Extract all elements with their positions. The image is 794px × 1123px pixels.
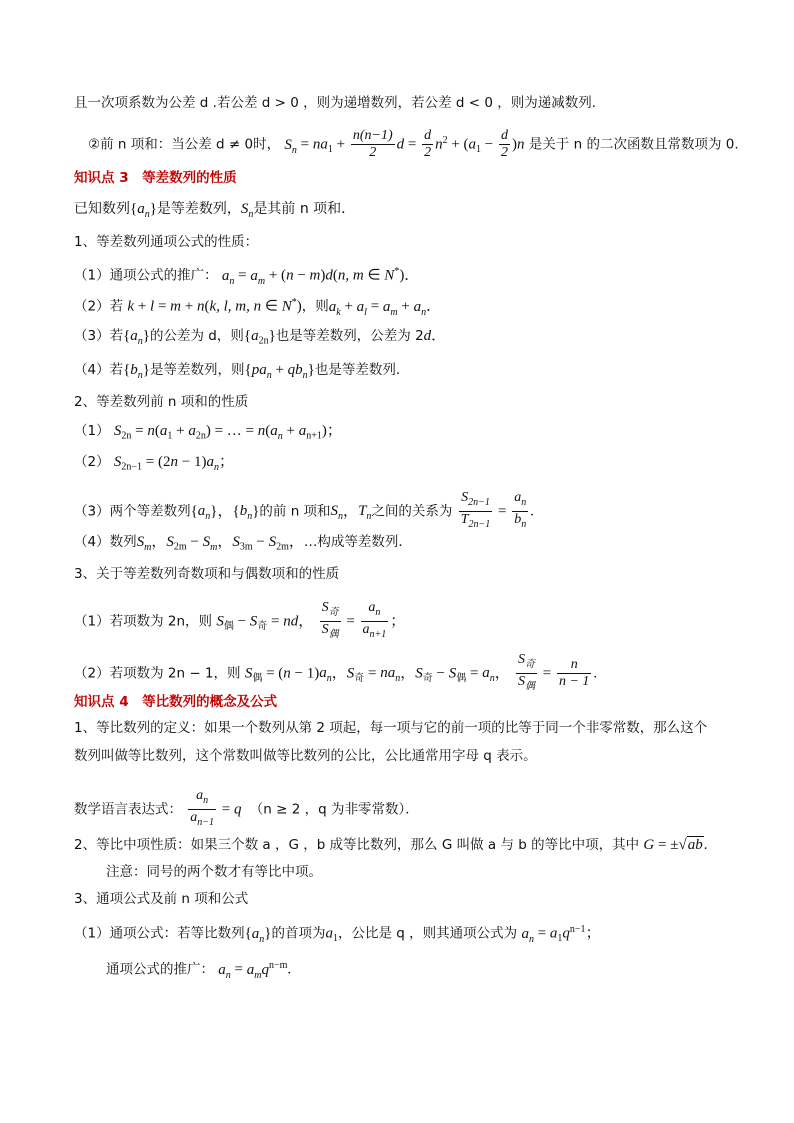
formula-line: （1）通项公式的推广： $a_n = a_m + (n - m)d(n$, m ∈ N*)． — [74, 266, 420, 287]
text: 的首项为 — [271, 925, 326, 942]
text: 2、等比中项性质：如果三个数 a ，G ，b 成等比数列，那么 G 叫做 a 与 b 的等比中项，其中 — [74, 837, 640, 853]
text: 也是等差数列，公差为 2 — [275, 328, 424, 344]
text-line: 注意：同号的两个数才有等比中项。 — [106, 864, 322, 880]
text: （1）若项数为 2n，则 — [74, 613, 213, 630]
text: 的公差为 d，则 — [150, 328, 244, 344]
text-line: 3、关于等差数列奇数项和与偶数项和的性质 — [74, 566, 340, 582]
text: （n ≥ 2 ，q 为非零常数）． — [256, 801, 419, 818]
text: （1）通项公式：若等比数列 — [74, 925, 245, 942]
text: 已知数列 — [74, 201, 130, 217]
text: （1）通项公式的推广： — [74, 267, 218, 284]
text: …构成等差数列． — [303, 534, 412, 550]
formula-line: （2） $S_{2n-1} = (2n - 1)a_n$； — [74, 454, 234, 473]
text: （2）若 — [74, 298, 124, 315]
text: ，则 — [301, 298, 329, 315]
formula-line: （2）若项数为 2n − 1，则 $S_偶 = (n - 1)a_n$，$S_奇 = na_n$，$S_奇 - S_偶 = a_n$， $\frac{S_奇}{S_偶}$ = $\frac{n}{n - 1}$ . — [74, 652, 598, 692]
formula-line: （1）若项数为 2n，则 $S_偶 - S_奇$ = nd， $\frac{S_奇}{S_偶}$ = $\frac{a_n}{a_{n+1}}$ ； — [74, 600, 406, 640]
formula-line: （3）若$\{a_n\}$的公差为 d，则$\{a_{2n}\}$也是等差数列，公差为 2d． — [74, 328, 447, 347]
formula-line: 数学语言表达式： $\frac{a_n}{a_{n-1}}$ = q （n ≥ 2 ，q 为非零常数）． — [74, 788, 419, 828]
text-line: 且一次项系数为公差 d .若公差 d > 0 ，则为递增数列，若公差 d < 0 ，则为递减数列． — [74, 95, 606, 111]
text: （4）若 — [74, 362, 124, 378]
text: 之间的关系为 — [371, 503, 453, 520]
text: （1） — [74, 423, 110, 439]
text: 是等差数列， — [156, 201, 241, 217]
text: ，公比是 q ，则其通项公式为 — [338, 925, 518, 942]
text: （4）数列 — [74, 534, 137, 550]
formula-line: 通项公式的推广： $a_n = a_mq^{n-m}$. — [106, 960, 292, 981]
section-heading: 知识点 4 等比数列的概念及公式 — [74, 694, 278, 710]
text-line: 3、通项公式及前 n 项和公式 — [74, 891, 249, 907]
text: 数学语言表达式： — [74, 801, 182, 818]
text: 也是等差数列． — [314, 362, 410, 378]
text-line: 已知数列$\{a_n\}$是等差数列，$S_n$是其前 n 项和． — [74, 201, 356, 220]
text: 是等差数列，则 — [150, 362, 245, 378]
formula-line: （2）若 k + l = m + n(k, l, m, n ∈ N*)，则$a_k + a_l = a_m + a_n$． — [74, 297, 442, 318]
text-line: 1、等差数列通项公式的性质： — [74, 234, 259, 250]
text-line: 2、等差数列前 n 项和的性质 — [74, 394, 249, 410]
text: 是其前 n 项和． — [253, 201, 356, 217]
formula-line: ②前 n 项和：当公差 d ≠ 0时， $S_n = na_1$ + $\frac{n(n-1)}{2}$ d = $\frac{d}{2}$ $n^2 + (a_1$ − $\frac{d}{2}$ )n 是关于 n 的二次函数且常数项为 0. — [88, 128, 739, 160]
text-line: 1、等比数列的定义：如果一个数列从第 2 项起，每一项与它的前一项的比等于同一个非零常数，那么这个 — [74, 720, 708, 736]
formula-line: （1）通项公式：若等比数列$\{a_n\}$的首项为$a_1$，公比是 q ，则其通项公式为 $a_n = a_1q^{n-1}$； — [74, 924, 601, 945]
formula-line: （4）数列$S_m$，$S_{2m} - S_m$，$S_{3m} - S_{2m}$，…构成等差数列． — [74, 534, 412, 553]
text: 的前 n 项和 — [259, 503, 331, 520]
text: 是关于 n 的二次函数且常数项为 0. — [528, 136, 739, 153]
text: （3）两个等差数列 — [74, 503, 191, 520]
text: 通项公式的推广： — [106, 961, 214, 978]
formula-line: （4）若$\{b_n\}$是等差数列，则$\{pa_n + qb_n\}$也是等差数列． — [74, 362, 410, 381]
formula-line: 2、等比中项性质：如果三个数 a ，G ，b 成等比数列，那么 G 叫做 a 与 b 的等比中项，其中 G = ±√ab. — [74, 837, 708, 853]
text: （2）若项数为 2n − 1，则 — [74, 665, 241, 682]
formula-line: （3）两个等差数列$\{a_n\}$，$\{b_n\}$的前 n 项和$S_n$，$T_n$之间的关系为 $\frac{S_{2n-1}}{T_{2n-1}}$ = $\frac{a_n}{b_n}$ . — [74, 490, 534, 530]
section-heading: 知识点 3 等差数列的性质 — [74, 170, 237, 186]
formula-line: （1） $S_{2n} = n(a_1 + a_{2n})$ = … = $n(a_n + a_{n+1})$； — [74, 423, 342, 442]
text: （3）若 — [74, 328, 124, 344]
text-line: 数列叫做等比数列，这个常数叫做等比数列的公比，公比通常用字母 q 表示。 — [74, 748, 537, 764]
text: （2） — [74, 454, 110, 470]
text: ②前 n 项和：当公差 d ≠ 0时， — [88, 136, 281, 153]
